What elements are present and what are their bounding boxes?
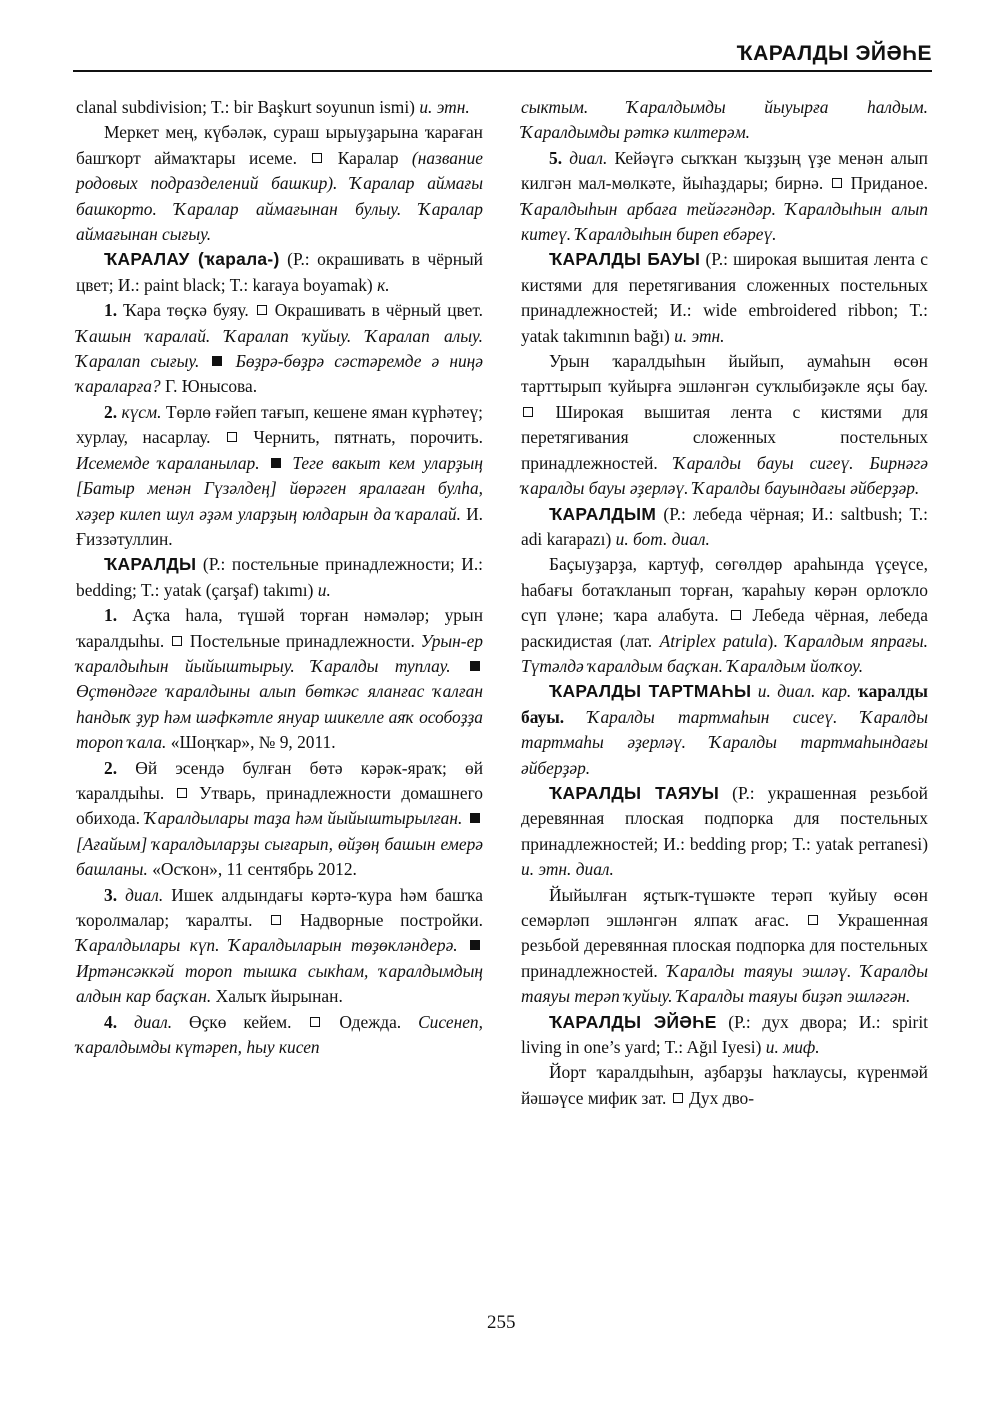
russian-marker-icon [832,178,842,188]
sense-continuation: сыктым. Ҡаралдымды йыуырға һалдым. Ҡаралдымды рәткә килтерәм. [521,97,928,143]
russian-marker-icon [172,636,182,646]
entry-karaldy: ҠАРАЛДЫ (Р.: постельные принадлежности; И.: bedding; T.: yatak (çarşaf) takımı) и. [76,554,483,600]
quote-marker-icon [212,356,222,366]
russian-marker-icon [310,1017,320,1027]
headword: ҠАРАЛДЫМ [549,503,657,524]
russian-marker-icon [271,915,281,925]
quote-marker-icon [271,458,281,468]
entry-karaldym-definition: Баҫыуҙарҙа, картуф, сөгөлдөр араһында үҫеүсе, һабағы ботаҡланып торған, ҡараһыу көрән орлоҡло сүп үләне; ҡара алабута. Лебеда чёрная, лебеда раскидистая (лат. Atriplex patula). Ҡаралдым япрағы. Түтәлдә ҡаралдым баҫҡан. Ҡаралдым йолҡоу. [521,554,928,676]
header-rule [73,70,932,72]
russian-marker-icon [808,915,818,925]
entry-karaldy-eyehe: ҠАРАЛДЫ ЭЙӘҺЕ (Р.: дух двора; И.: spirit living in one’s yard; T.: Ağıl Iyesi) и. миф. [521,1011,929,1058]
entry-karaldy-tartmahy: ҠАРАЛДЫ ТАРТМАҺЫ и. диал. кар. ҡаралды бауы. Ҡаралды тартмаһын сисеү. Ҡаралды тартмаһы әҙерләү. Ҡаралды тартмаһындағы әйберҙәр. [521,681,928,778]
right-column [521,95,928,1111]
russian-marker-icon [257,305,267,315]
russian-marker-icon [312,153,322,163]
entry-karaldy-tayauy: ҠАРАЛДЫ ТАЯУЫ (Р.: украшенная резьбой деревянная плоская подпорка для постельных принадлежностей; И.: bedding prop; T.: yatak perranesi) и. этн. диал. [521,782,928,880]
headword: ҠАРАЛАУ (ҡарала-) [104,249,280,270]
quote-marker-icon [470,661,480,671]
sense-1: 1. Аҫҡа һала, түшәй торған нәмәләр; урын ҡаралдыһы. Постельные принадлежности. Урын-ер ҡаралдыһын йыйыштырыу. Ҡаралды туплау. Өҫтөндәге ҡаралдыны алып бөткәс яланғас ҡалған һандыҡ ҙур һәм шәфкәтле януар шикелле аяҡ особоҙҙа тороп ҡала. «Шоңҡар», № 9, 2011. [76,605,483,753]
russian-marker-icon [177,788,187,798]
russian-marker-icon [227,432,237,442]
headword: ҠАРАЛДЫ ТАРТМАҺЫ [549,681,752,702]
entry-karaldy-bauy: ҠАРАЛДЫ БАУЫ (Р.: широкая вышитая лента с кистями для перетягивания сложенных постельных принадлежностей; И.: wide embroidered ribbon; T.: yatak takımının bağı) и. этн. [521,249,928,346]
entry-karalau: ҠАРАЛАУ (ҡарала-) (Р.: окрашивать в чёрный цвет; И.: paint black; T.: karaya boyamak) к. [76,249,483,295]
russian-marker-icon [673,1093,683,1103]
quote-marker-icon [470,813,480,823]
sense-4: 4. диал. Өҫкө кейем. Одежда. Сисенеп, ҡаралдымды күтәреп, һыу кисеп [76,1011,483,1058]
russian-marker-icon [523,407,533,417]
left-column [76,95,483,1060]
headword: ҠАРАЛДЫ БАУЫ [549,249,701,270]
headword: ҠАРАЛДЫ ЭЙӘҺЕ [549,1011,717,1032]
sense-3: 3. диал. Ишек алдындағы кәртә-ҡура һәм башҡа ҡоролмалар; ҡаралты. Надворные постройки. Ҡаралдылары күп. Ҡаралдыларын төҙөкләндерә. Иртәнсәккәй тороп тышка сыкһам, ҡаралдымдың алдын кар баҫҡан. Халыҡ йырынан. [76,884,483,1007]
entry-continuation: clanal subdivision; T.: bir Başkurt soyunun ismi) и. этн. [76,97,470,117]
entry-karaldy-tayauy-definition: Йыйылған яҫтыҡ-түшәкте терәп ҡуйыу өсөн семәрләп эшләнгән ялпаҡ ағас. Украшенная резьбой деревянная плоская подпорка для постельных принадлежностей. Ҡаралды таяуы эшләү. Ҡаралды таяуы терәп ҡуйыу. Ҡаралды таяуы биҙәп эшләгән. [521,884,928,1007]
sense-5: 5. диал. Кейәүгә сыҡҡан ҡыҙҙың үҙе менән алып килгән мал-мөлкәте, йыһаҙдары; бирнә. Приданое. Ҡаралдыһын арбаға тейәгәндәр. Ҡаралдыһын алып китеү. Ҡаралдыһын биреп ебәреү. [521,147,928,245]
entry-karaldym: ҠАРАЛДЫМ (Р.: лебеда чёрная; И.: saltbush; T.: adi karapazı) и. бот. диал. [521,503,928,549]
sense-2: 2. күсм. Төрлө ғәйеп тағып, кешене яман күрһәтеү; хурлау, насарлау. Чернить, пятнать, порочить. Исемемде ҡараланылар. Теге вакыт кем уларҙың [Батыр менән Гүзәлдең] йөрәген яралаған булһа, хәҙер килеп шул әҙәм уларҙың юлдарын да ҡаралай. И. Ғиззәтуллин. [76,401,483,549]
running-head: ҠАРАЛДЫ ЭЙӘҺЕ [736,42,932,65]
entry-karaldy-bauy-definition: Урын ҡаралдыһын йыйып, аумаһын өсөн тарттырып ҡуйырға эшләнгән суҡлыбиҙәкле яҫы бау. Широкая вышитая лента с кистями для перетягивания сложенных постельных принадлежностей. Ҡаралды бауы сигеү. Бирнәгә ҡаралды бауы әҙерләү. Ҡаралды бауындағы әйберҙәр. [521,351,928,499]
quote-marker-icon [470,940,480,950]
headword: ҠАРАЛДЫ [104,554,197,575]
sense-2: 2. Өй эсендә булған бөтә кәрәк-яраҡ; өй ҡаралдыһы. Утварь, принадлежности домашнего обихода. Ҡаралдылары таҙа һәм йыйыштырылған. [Ағайым] ҡаралдыларҙы сығарып, өйҙөң башын емерә башланы. «Осҡон», 11 сентябрь 2012. [76,757,483,880]
headword: ҠАРАЛДЫ ТАЯУЫ [549,782,720,803]
entry-karaldy-eyehe-definition: Йорт ҡаралдыһын, аҙбарҙы һаҡлаусы, күренмәй йәшәүсе мифик зат. Дух дво- [521,1062,928,1108]
russian-marker-icon [731,610,741,620]
page-number: 255 [487,1312,516,1333]
sense-1: 1. Ҡара төҫкә буяу. Окрашивать в чёрный цвет. Ҡашын ҡаралай. Ҡаралап ҡуйыу. Ҡаралап алыу. Ҡаралап сығыу. Бөҙрә-бөҙрә сәстәремде ә ниңә ҡараларға? Г. Юнысова. [76,300,483,397]
entry-karalar-definition: Меркет мең, күбәләк, сураш ырыуҙарына ҡараған башҡорт аймаҡтары исеме. Каралар (название родовых подразделений башкир). Ҡаралар аймағы башкорто. Ҡаралар аймағынан булыу. Ҡаралар аймағынан сығыу. [76,122,483,245]
